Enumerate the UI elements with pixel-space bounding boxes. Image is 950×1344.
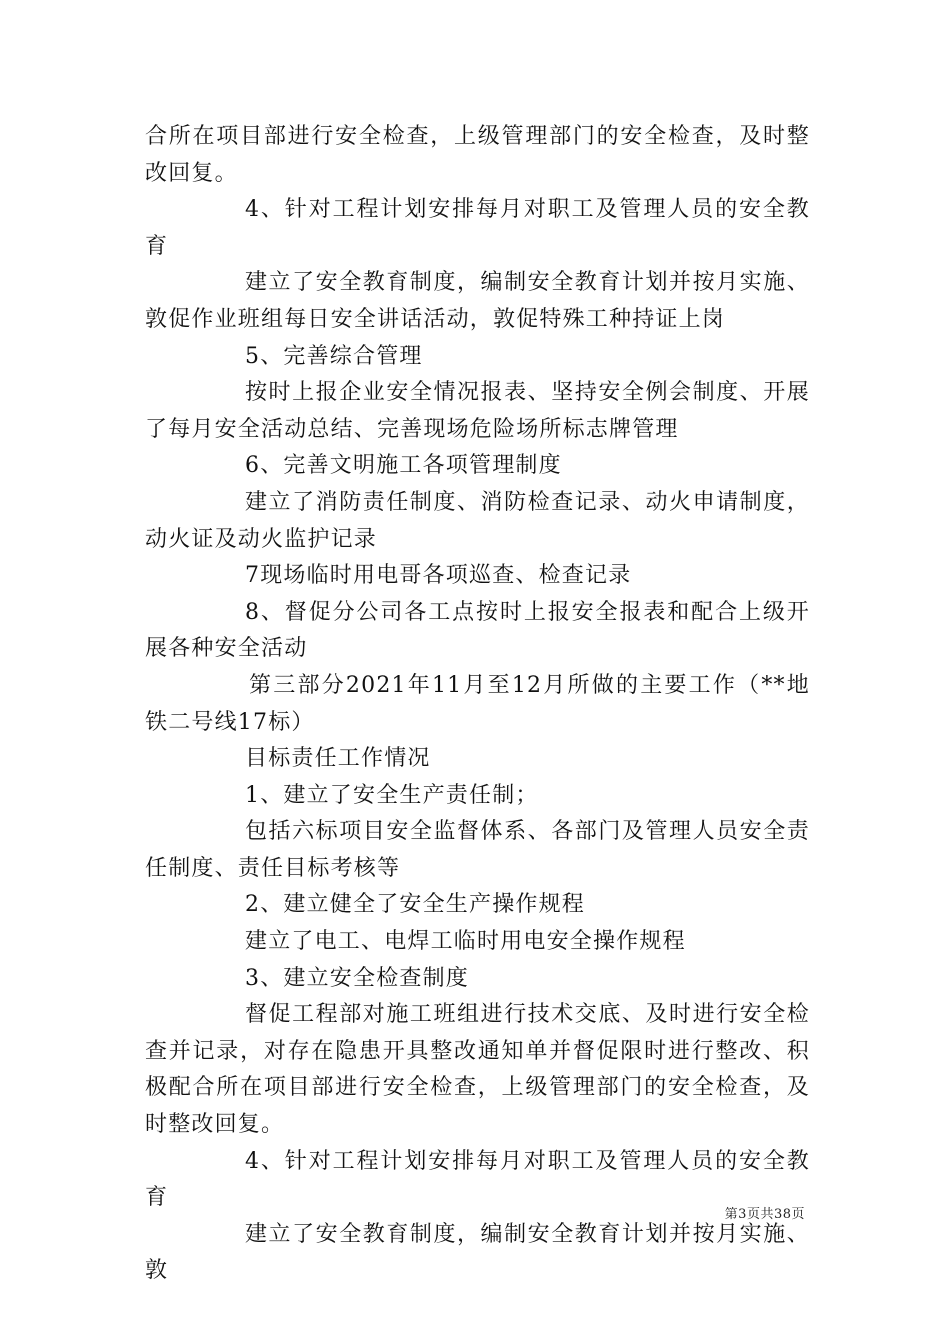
paragraph-5: 按时上报企业安全情况报表、坚持安全例会制度、开展了每月安全活动总结、完善现场危险场所标志牌管理 [145,380,810,442]
paragraph-7: 建立了消防责任制度、消防检查记录、动火申请制度，动火证及动火监护记录 [145,489,810,552]
paragraph-6: 6、完善文明施工各项管理制度 [245,453,562,479]
document-body [145,119,810,1290]
paragraph-13: 包括六标项目安全监督体系、各部门及管理人员安全责任制度、责任目标考核等 [145,819,810,881]
paragraph-2: 4、针对工程计划安排每月对职工及管理人员的安全教育 [145,197,810,259]
paragraph-18: 4、针对工程计划安排每月对职工及管理人员的安全教育 [145,1148,810,1211]
page-number-footer: 第3页共38页 [724,1207,805,1222]
paragraph-4: 5、完善综合管理 [245,343,423,369]
paragraph-3: 建立了安全教育制度，编制安全教育计划并按月实施、敦促作业班组每日安全讲话活动，敦促特殊工种持证上岗 [145,270,810,332]
paragraph-12: 1、建立了安全生产责任制； [245,782,539,808]
paragraph-19: 建立了安全教育制度，编制安全教育计划并按月实施、敦 [145,1221,810,1284]
paragraph-10: 第三部分2021年11月至12月所做的主要工作（**地铁二号线17标） [145,672,810,735]
paragraph-1: 合所在项目部进行安全检查，上级管理部门的安全检查，及时整改回复。 [145,124,810,186]
paragraph-14: 2、建立健全了安全生产操作规程 [245,892,585,918]
paragraph-11: 目标责任工作情况 [245,746,431,772]
paragraph-9: 8、督促分公司各工点按时上报安全报表和配合上级开展各种安全活动 [145,599,810,662]
paragraph-16: 3、建立安全检查制度 [245,965,469,991]
paragraph-17: 督促工程部对施工班组进行技术交底、及时进行安全检查并记录，对存在隐患开具整改通知单并督促限时进行整改、积极配合所在项目部进行安全检查，上级管理部门的安全检查，及时整改回复。 [145,1002,810,1138]
paragraph-8: 7现场临时用电哥各项巡查、检查记录 [245,563,632,589]
paragraph-15: 建立了电工、电焊工临时用电安全操作规程 [245,929,686,955]
